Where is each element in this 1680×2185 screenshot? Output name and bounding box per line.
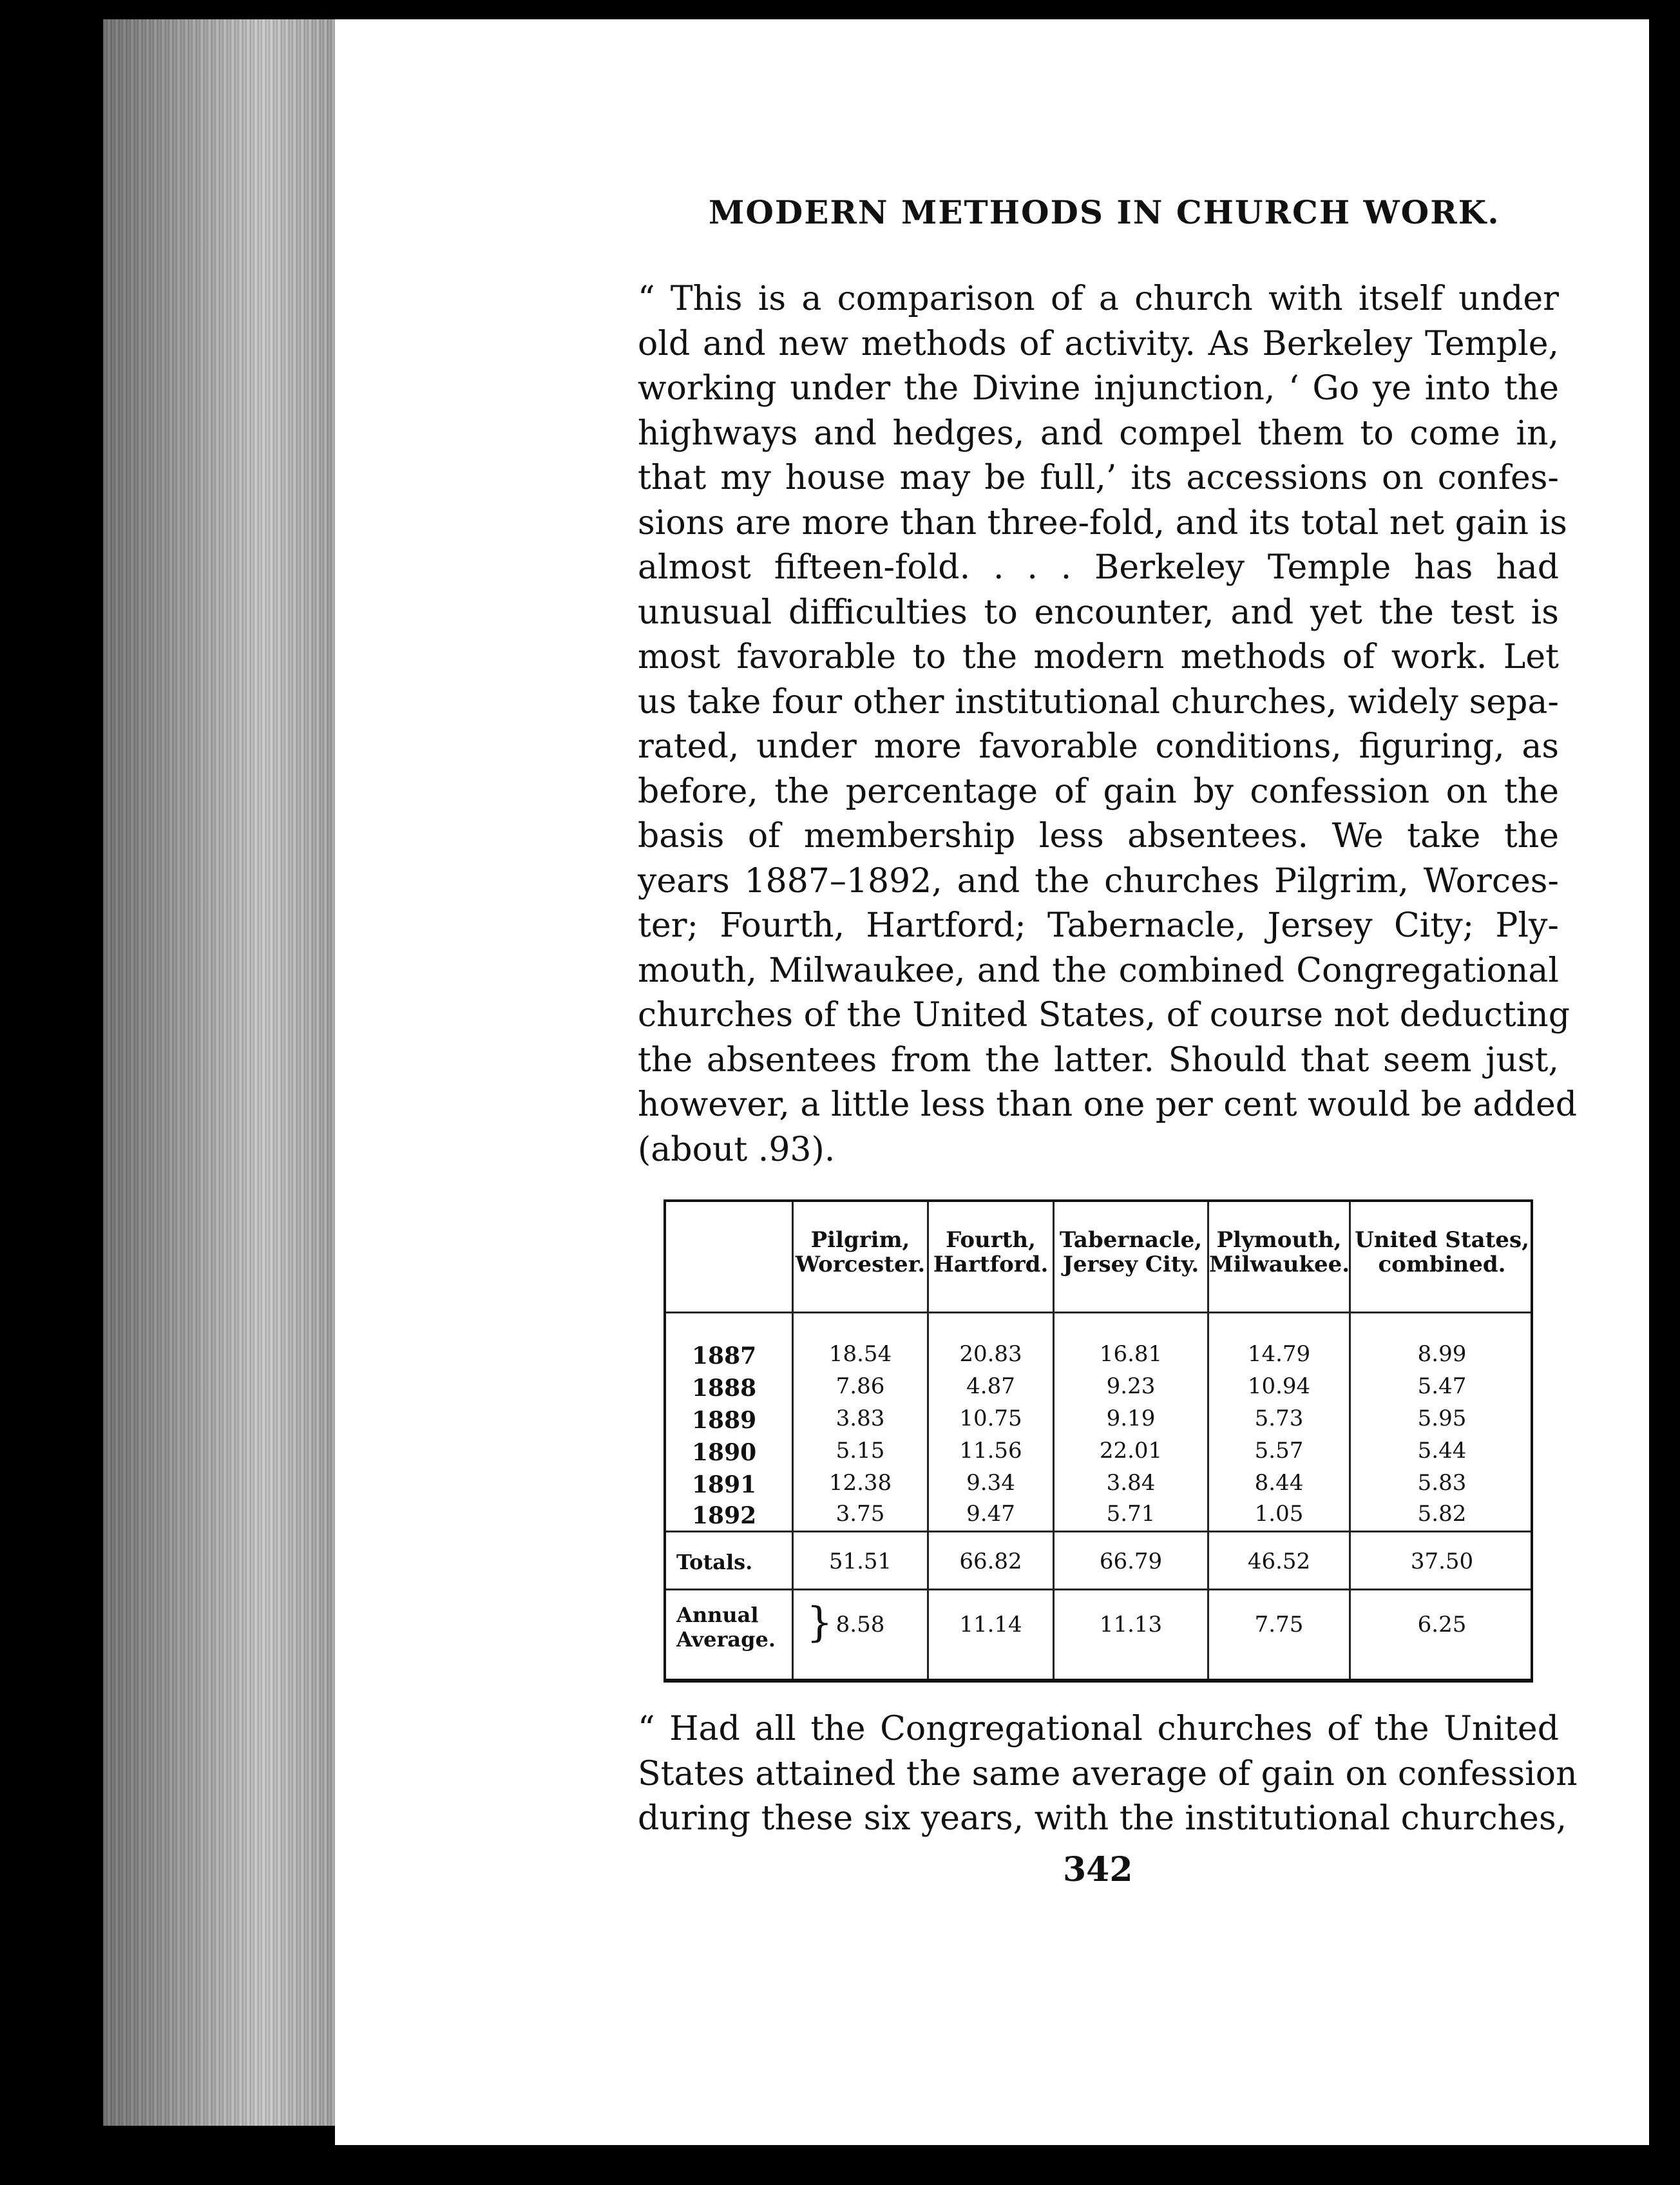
table-cell: 18.54 [828,1341,892,1367]
text-line: almost fifteen-fold. . . . Berkeley Temple has had [638,548,1559,587]
average-rule [666,1589,1531,1590]
page-number: 342 [1063,1850,1133,1889]
row-label: Totals. [676,1550,753,1574]
table-cell: 51.51 [828,1549,892,1574]
column-header-pilgrim: Pilgrim, Worcester. [795,1227,926,1277]
row-label: 1887 [692,1342,757,1369]
table-cell: 5.15 [835,1438,885,1464]
text-line: basis of membership less absentees. We take the [638,817,1559,855]
text-line: churches of the United States, of course not deducting [638,996,1570,1035]
paragraph-1 [638,277,1578,1172]
table-cell: 46.52 [1247,1549,1311,1574]
table-cell: 5.95 [1417,1406,1467,1431]
table-cell: 22.01 [1099,1438,1163,1464]
table-cell: 16.81 [1099,1341,1163,1367]
table-cell: 7.75 [1254,1612,1304,1637]
totals-rule [666,1531,1531,1532]
table-cell: 7.86 [835,1373,885,1399]
text-line: years 1887–1892, and the churches Pilgrim, Worces- [638,861,1559,901]
table-cell: 66.82 [959,1549,1022,1574]
header-rule [666,1312,1531,1313]
table-cell: 5.57 [1254,1438,1304,1464]
column-header-tabernacle: Tabernacle, Jersey City. [1059,1227,1203,1277]
text-line: during these six years, with the institutional churches, [638,1799,1567,1838]
table-cell: 66.79 [1099,1549,1163,1574]
table-cell: 11.14 [959,1612,1022,1637]
paragraph-2 [638,1707,1578,1842]
text-line: us take four other institutional churches, widely sepa- [638,682,1559,721]
text-line: old and new methods of activity. As Berkeley Temple, [638,324,1559,363]
table-cell: 8.44 [1254,1470,1304,1496]
table-cell: 11.56 [959,1438,1022,1464]
table-cell: 5.82 [1417,1501,1467,1527]
table-cell: 9.34 [966,1470,1015,1496]
table-cell: 20.83 [959,1341,1022,1367]
text-line: most favorable to the modern methods of work. Let [638,638,1559,676]
table-cell: 5.44 [1417,1438,1467,1464]
row-label: Annual Average. [676,1603,776,1652]
text-line: that my house may be full,’ its accessions on confes- [638,459,1559,497]
table-cell: 14.79 [1247,1341,1311,1367]
table-cell: 5.71 [1106,1501,1156,1527]
table-cell: 1.05 [1254,1501,1304,1527]
text-line: sions are more than three-fold, and its total net gain is [638,503,1567,542]
table-cell: 5.83 [1417,1470,1467,1496]
text-line: unusual difficulties to encounter, and yet the test is [638,593,1559,632]
table-cell: 4.87 [966,1373,1015,1399]
text-line: (about .93). [638,1130,835,1169]
table-cell: 11.13 [1099,1612,1163,1637]
text-line: States attained the same average of gain on confession [638,1754,1578,1793]
row-label: 1888 [692,1375,757,1402]
table-cell: 5.47 [1417,1373,1467,1399]
table-cell: 9.23 [1106,1373,1156,1399]
table-cell: 3.83 [835,1406,885,1431]
statistics-table [663,1199,1533,1683]
row-label: 1891 [692,1471,757,1498]
table-cell: 8.58 [835,1612,885,1637]
table-cell: 3.75 [835,1501,885,1527]
brace: } [807,1599,833,1646]
book-page-edges [103,19,335,2126]
text-line: “ This is a comparison of a church with itself under [638,280,1559,318]
text-line: highways and hedges, and compel them to come in, [638,414,1559,453]
running-header: MODERN METHODS IN CHURCH WORK. [709,193,1500,231]
row-label: 1890 [692,1439,757,1466]
column-header-plymouth: Plymouth, Milwaukee. [1209,1227,1350,1277]
table-cell: 9.47 [966,1501,1015,1527]
table-cell: 9.19 [1106,1406,1156,1431]
table-cell: 12.38 [828,1470,892,1496]
table-cell: 5.73 [1254,1406,1304,1431]
table-cell: 3.84 [1106,1470,1156,1496]
table-cell: 6.25 [1417,1612,1467,1637]
row-label: 1892 [692,1502,757,1529]
table-cell: 37.50 [1410,1549,1474,1574]
table-cell: 10.94 [1247,1373,1311,1399]
text-line: working under the Divine injunction, ‘ Go ye into the [638,369,1559,408]
text-line: mouth, Milwaukee, and the combined Congregational [638,951,1559,990]
text-line: however, a little less than one per cent would be added [638,1085,1578,1124]
table-cell: 10.75 [959,1406,1022,1431]
text-line: rated, under more favorable conditions, figuring, as [638,727,1559,766]
row-label: 1889 [692,1407,757,1434]
column-header-united-states: United States, combined. [1355,1227,1529,1277]
text-line: before, the percentage of gain by confession on the [638,772,1559,811]
text-line: ter; Fourth, Hartford; Tabernacle, Jersey City; Ply- [638,906,1559,945]
table-cell: 8.99 [1417,1341,1467,1367]
text-line: “ Had all the Congregational churches of the United [638,1710,1559,1748]
column-header-fourth: Fourth, Hartford. [933,1227,1049,1277]
text-line: the absentees from the latter. Should that seem just, [638,1040,1559,1080]
